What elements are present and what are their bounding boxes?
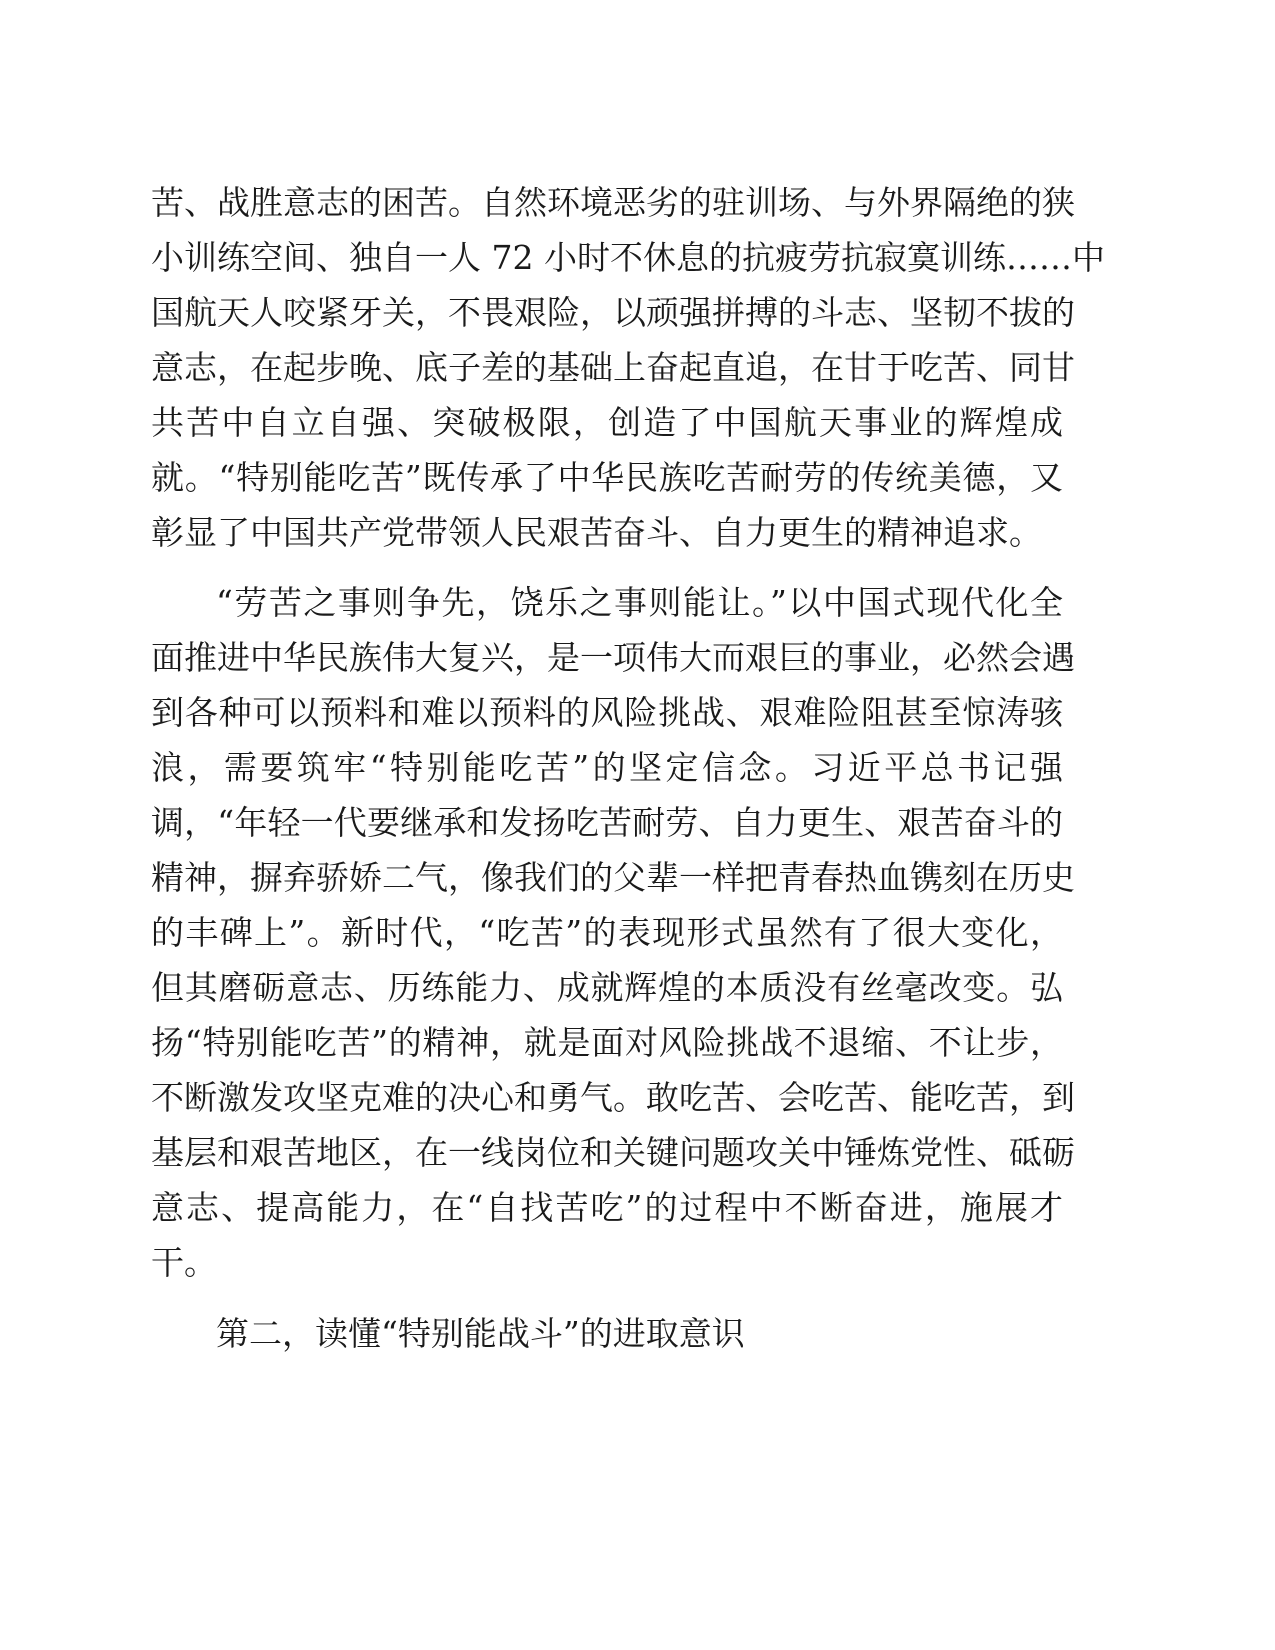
text-line: 精神，摒弃骄娇二气，像我们的父辈一样把青春热血镌刻在历史 <box>151 858 1075 897</box>
text-line: 的丰碑上”。新时代，“吃苦”的表现形式虽然有了很大变化， <box>151 913 1063 952</box>
text-line: 不断激发攻坚克难的决心和勇气。敢吃苦、会吃苦、能吃苦，到 <box>151 1078 1075 1117</box>
text-line: 小训练空间、独自一人 72 小时不休息的抗疲劳抗寂寞训练……中 <box>151 238 1105 277</box>
text-line: 苦、战胜意志的困苦。自然环境恶劣的驻训场、与外界隔绝的狭 <box>151 183 1075 222</box>
text-line: “劳苦之事则争先，饶乐之事则能让。”以中国式现代化全 <box>216 583 1063 622</box>
text-line: 基层和艰苦地区，在一线岗位和关键问题攻关中锤炼党性、砥砺 <box>151 1133 1075 1172</box>
text-line: 彰显了中国共产党带领人民艰苦奋斗、自力更生的精神追求。 <box>151 513 1042 552</box>
section-heading: 第二，读懂“特别能战斗”的进取意识 <box>216 1314 745 1353</box>
text-line: 但其磨砺意志、历练能力、成就辉煌的本质没有丝毫改变。弘 <box>151 968 1063 1007</box>
text-line: 调，“年轻一代要继承和发扬吃苦耐劳、自力更生、艰苦奋斗的 <box>151 803 1063 842</box>
text-line: 意志，在起步晚、底子差的基础上奋起直追，在甘于吃苦、同甘 <box>151 348 1075 387</box>
text-line: 扬“特别能吃苦”的精神，就是面对风险挑战不退缩、不让步， <box>151 1023 1063 1062</box>
text-line: 意志、提高能力，在“自找苦吃”的过程中不断奋进，施展才 <box>151 1188 1063 1227</box>
text-line: 浪，需要筑牢“特别能吃苦”的坚定信念。习近平总书记强 <box>151 748 1063 787</box>
text-line: 干。 <box>151 1243 217 1282</box>
text-line: 共苦中自立自强、突破极限，创造了中国航天事业的辉煌成 <box>151 403 1063 442</box>
text-line: 到各种可以预料和难以预料的风险挑战、艰难险阻甚至惊涛骇 <box>151 693 1063 732</box>
text-line: 国航天人咬紧牙关，不畏艰险，以顽强拼搏的斗志、坚韧不拔的 <box>151 293 1075 332</box>
text-line: 就。“特别能吃苦”既传承了中华民族吃苦耐劳的传统美德，又 <box>151 458 1063 497</box>
text-line: 面推进中华民族伟大复兴，是一项伟大而艰巨的事业，必然会遇 <box>151 638 1075 677</box>
